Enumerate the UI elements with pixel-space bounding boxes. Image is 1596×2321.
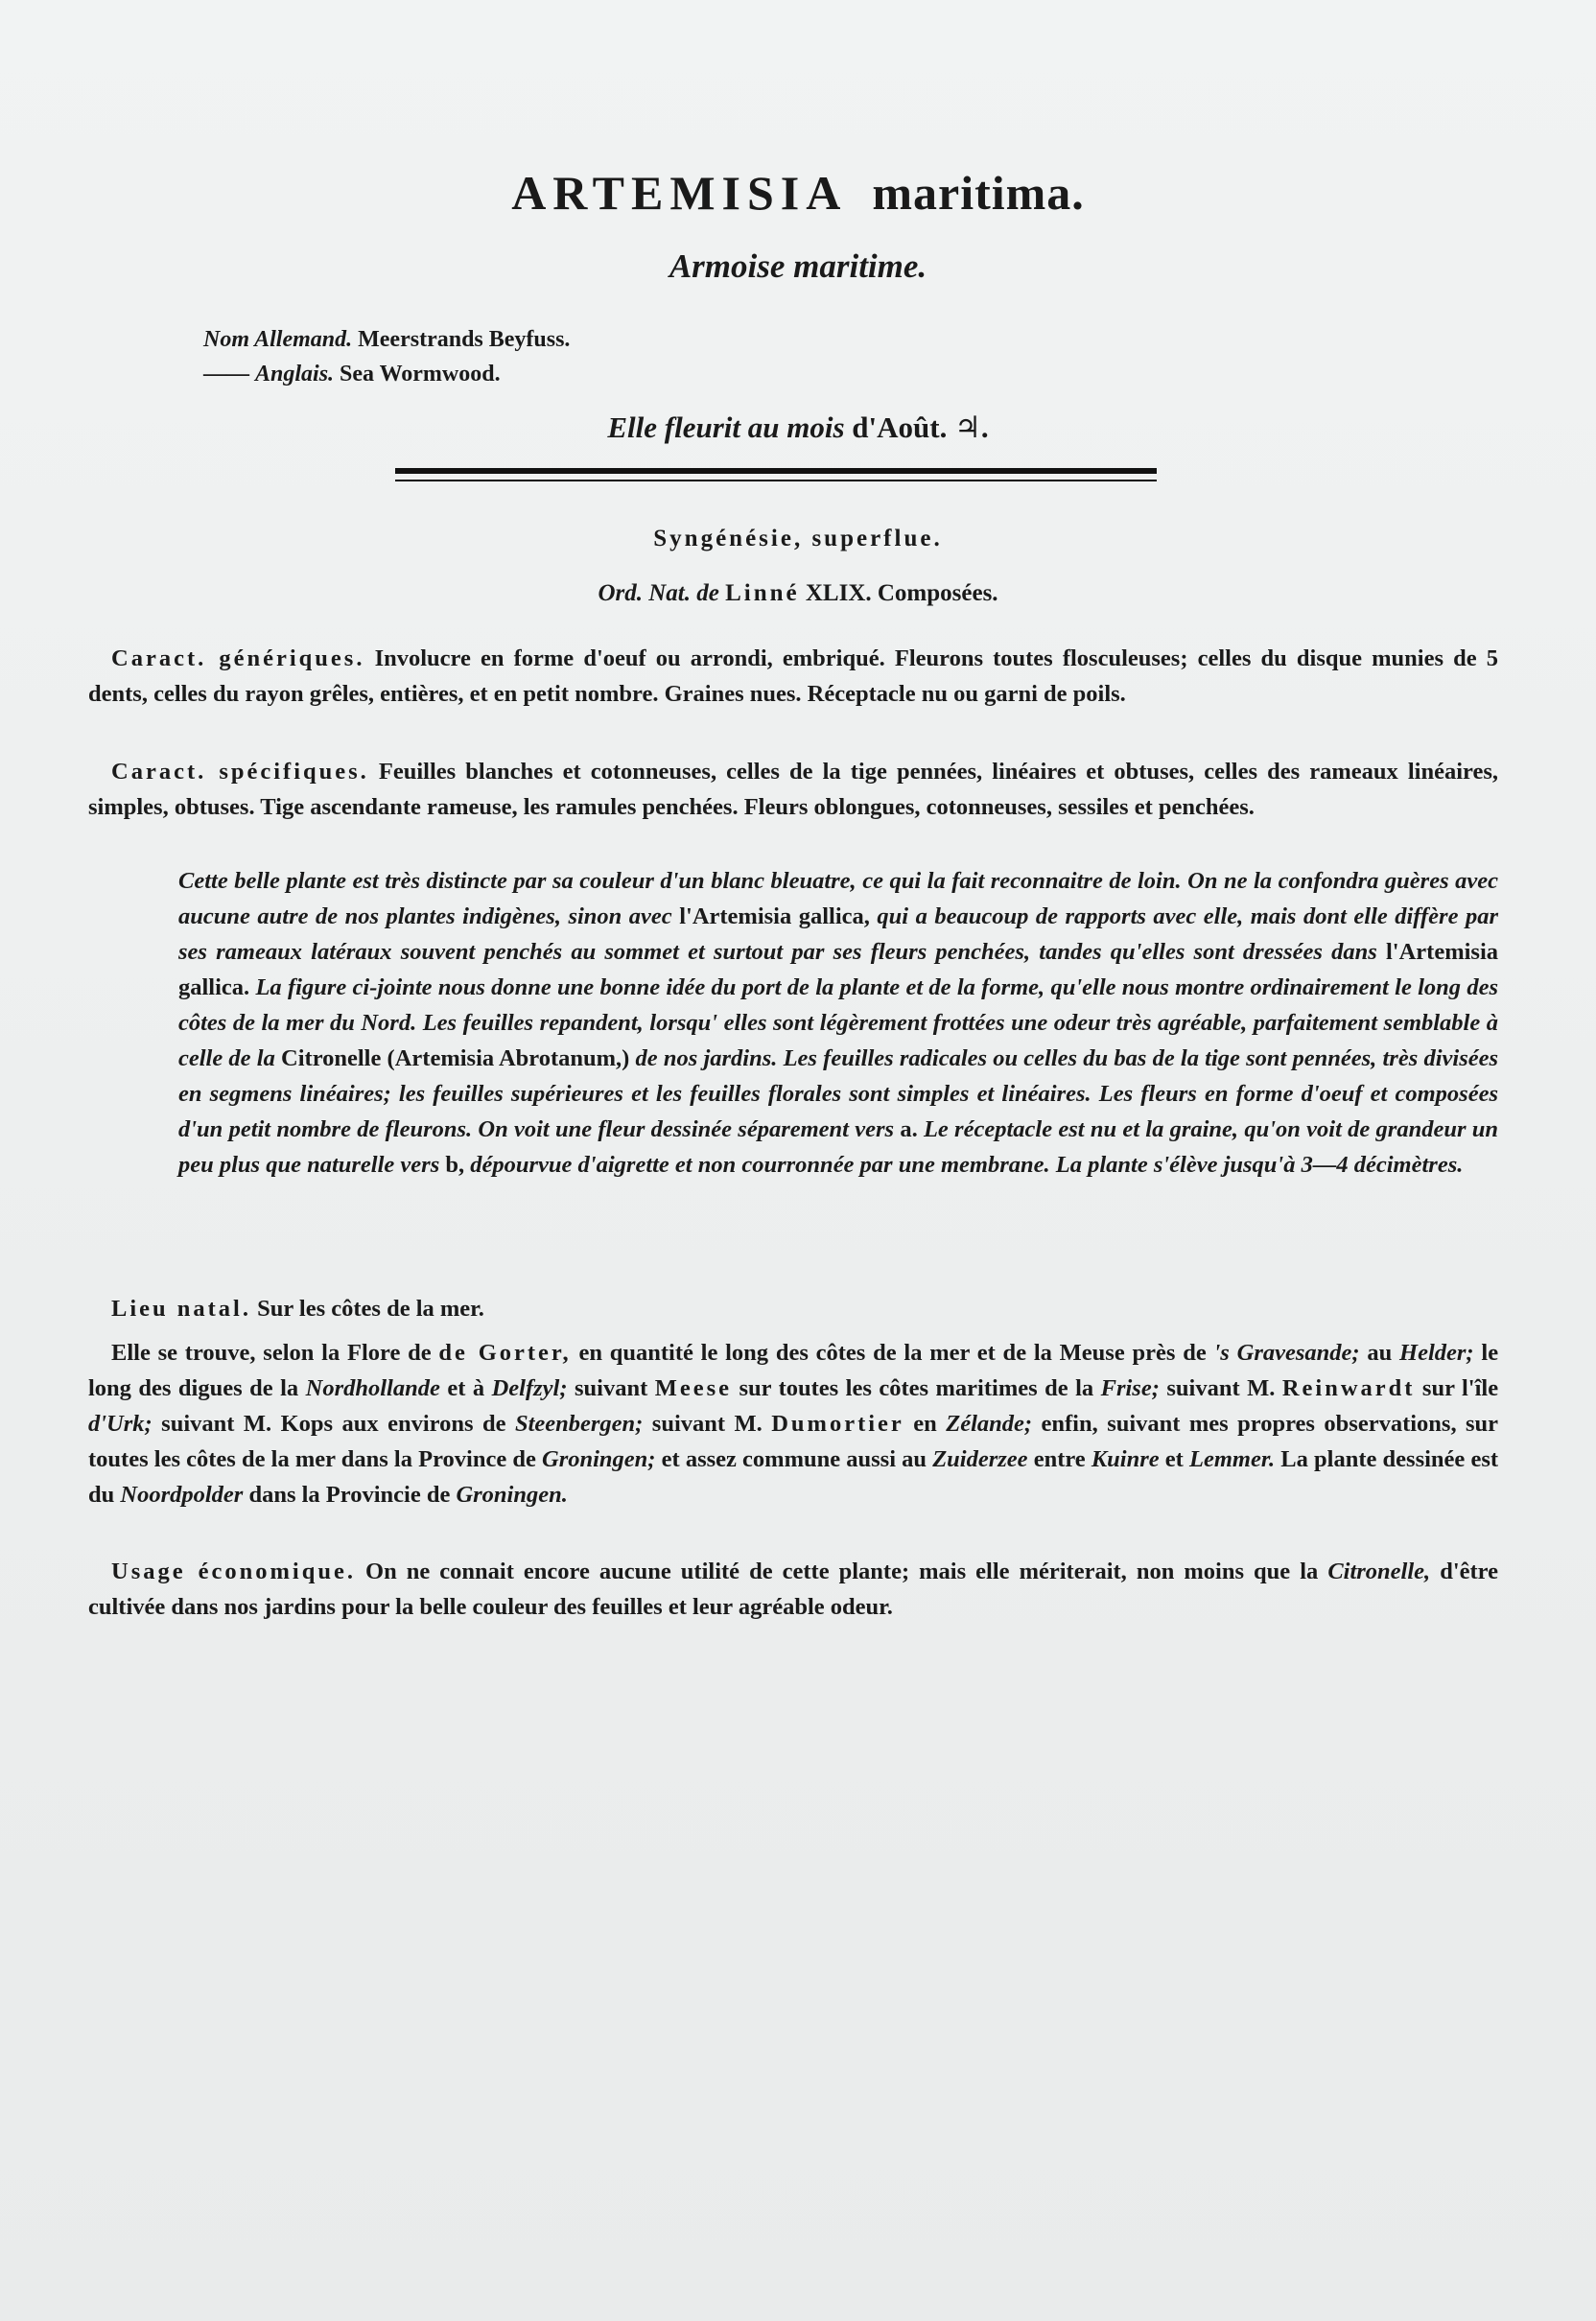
locations-part: et	[1164, 1446, 1184, 1472]
locations-part: sur toutes les côtes maritimes de la	[739, 1375, 1094, 1401]
classification-order	[0, 580, 1596, 607]
habitat	[88, 1291, 1498, 1326]
english-prefix: ——	[203, 362, 249, 387]
locations-part: sur l'île	[1421, 1375, 1499, 1401]
description-part: Cette belle plante est très distincte par sa couleur d'un blanc bleuatre, ce qui la fait reconnaitre de loin. On ne la confondra guères avec aucune autre de nos plantes indigènes, sinon avec	[178, 868, 1498, 929]
specific-head: Caract. spécifiques.	[111, 759, 369, 785]
english-name-line	[203, 357, 570, 391]
description-part: de nos jardins. Les feuilles radicales ou celles du bas de la tige sont pennées, très divisées en segmens linéaires; les feuilles supérieures et les feuilles florales sont simples et linéaires. Les fleurs en forme d'oeuf et composées d'un petit nombre de fleurons. On voit une fleur dessinée séparement vers	[178, 1045, 1499, 1142]
locations-part: suivant M.	[651, 1411, 763, 1437]
description-part: a.	[900, 1116, 918, 1142]
usage-part: On ne connait encore aucune utilité de cette plante; mais elle mériterait, non moins que la	[365, 1559, 1319, 1584]
generic-characters	[88, 641, 1498, 712]
locations-part: de Gorter,	[438, 1340, 572, 1366]
description	[178, 863, 1498, 1183]
locations-part: Groningen;	[542, 1446, 656, 1472]
locations-part: Dumortier	[771, 1411, 904, 1437]
title-species: maritima.	[872, 166, 1085, 220]
locations-part: au	[1367, 1340, 1393, 1366]
locations-part: suivant	[574, 1375, 648, 1401]
locations-part: en	[913, 1411, 937, 1437]
locations-part: Elle se trouve, selon la Flore de	[111, 1340, 432, 1366]
specific-characters	[88, 754, 1498, 825]
flowering-month: d'Août. ♃.	[852, 410, 989, 444]
order-label: Ord. Nat. de	[598, 580, 719, 606]
description-part: Citronelle (Artemisia Abrotanum,)	[281, 1045, 630, 1071]
description-part: Le réceptacle est nu et la graine, qu'on voit de grandeur un peu plus que naturelle vers	[178, 1116, 1498, 1178]
page-title	[0, 165, 1596, 221]
locations-part: Lemmer.	[1189, 1446, 1276, 1472]
locations-part: et à	[447, 1375, 485, 1401]
order-name: XLIX. Composées.	[805, 580, 998, 606]
generic-head: Caract. génériques.	[111, 645, 365, 671]
locations-part: Reinwardt	[1281, 1375, 1416, 1401]
locations-part: Meese	[654, 1375, 733, 1401]
habitat-head: Lieu natal.	[111, 1296, 251, 1322]
usage-part: Citronelle,	[1327, 1559, 1431, 1584]
locations-part: Frise;	[1100, 1375, 1160, 1401]
specific-text: Feuilles blanches et cotonneuses, celles de la tige pennées, linéaires et obtuses, celles des rameaux linéaires, simples, obtuses. Tige ascendante rameuse, les ramules penchées. Fleurs oblongues, cotonneuses, sessiles et penchées.	[88, 759, 1498, 820]
generic-text: Involucre en forme d'oeuf ou arrondi, embriqué. Fleurons toutes flosculeuses; celles du disque munies de 5 dents, celles du rayon grêles, entières, et en petit nombre. Graines nues. Réceptacle nu ou garni de poils.	[88, 645, 1498, 707]
description-part: La figure ci-jointe nous donne une bonne idée du port de la plante et de la forme, qu'elle nous montre ordinairement le long des côtes de la mer du Nord. Les feuilles repandent, lorsqu' elles sont légèrement frottées une odeur très agréable, parfaitement semblable à celle de la	[178, 974, 1498, 1071]
german-name-line	[203, 322, 570, 357]
locations-part: Kuinre	[1091, 1446, 1160, 1472]
locations-part: Nordhollande	[305, 1375, 440, 1401]
usage-part: d'être cultivée dans nos jardins pour la belle couleur des feuilles et leur agréable odeur.	[88, 1559, 1498, 1620]
locations-part: 's Gravesande;	[1213, 1340, 1360, 1366]
locations-part: en quantité le long des côtes de la mer et de la Meuse près de	[578, 1340, 1207, 1366]
locations-part: le long des digues de la	[88, 1340, 1499, 1401]
title-genus: ARTEMISIA	[511, 166, 848, 220]
locations-part: Helder;	[1399, 1340, 1474, 1366]
page-subtitle: Armoise maritime.	[669, 247, 927, 285]
locations-part: Noordpolder	[120, 1482, 244, 1508]
locations-part: entre	[1033, 1446, 1086, 1472]
locations-part: Zuiderzee	[932, 1446, 1028, 1472]
divider-thick	[395, 468, 1157, 474]
locations-part: suivant M. Kops aux environs de	[161, 1411, 506, 1437]
description-part: l'Artemisia gallica.	[178, 939, 1499, 1000]
description-part: b,	[445, 1152, 465, 1178]
description-part: l'Artemisia gallica,	[679, 903, 870, 929]
locations-part: suivant M.	[1166, 1375, 1276, 1401]
common-names	[203, 322, 570, 391]
locations-part: Zélande;	[946, 1411, 1033, 1437]
locations-part: d'Urk;	[88, 1411, 153, 1437]
locations-part: dans la Provincie de	[248, 1482, 451, 1508]
locations-part: Delfzyl;	[491, 1375, 568, 1401]
economic-usage	[88, 1554, 1498, 1625]
description-part: dépourvue d'aigrette et non courronnée par une membrane. La plante s'élève jusqu'à 3—4 décimètres.	[470, 1152, 1464, 1178]
divider-thin	[395, 480, 1157, 481]
locations-part: et assez commune aussi au	[661, 1446, 927, 1472]
description-part: qui a beaucoup de rapports avec elle, mais dont elle diffère par ses rameaux latéraux souvent penchés au sommet et surtout par ses fleurs penchées, tandes qu'elles sont dressées dans	[178, 903, 1499, 965]
locations	[88, 1335, 1498, 1512]
order-author: Linné	[725, 580, 800, 606]
locations-part: enfin, suivant mes propres observations, sur toutes les côtes de la mer dans la Province de	[88, 1411, 1499, 1472]
english-label: Anglais.	[255, 362, 335, 387]
flowering-line	[0, 410, 1596, 445]
locations-part: Steenbergen;	[514, 1411, 644, 1437]
german-name: Meerstrands Beyfuss.	[358, 327, 571, 352]
english-name: Sea Wormwood.	[340, 362, 501, 387]
locations-part: Groningen.	[456, 1482, 568, 1508]
habitat-text: Sur les côtes de la mer.	[257, 1296, 484, 1322]
usage-head: Usage économique.	[111, 1559, 356, 1584]
locations-part: La plante dessinée est du	[88, 1446, 1499, 1508]
classification-class: Syngénésie, superflue.	[653, 526, 943, 551]
flowering-text: Elle fleurit au mois	[607, 410, 845, 444]
german-label: Nom Allemand.	[203, 327, 353, 352]
